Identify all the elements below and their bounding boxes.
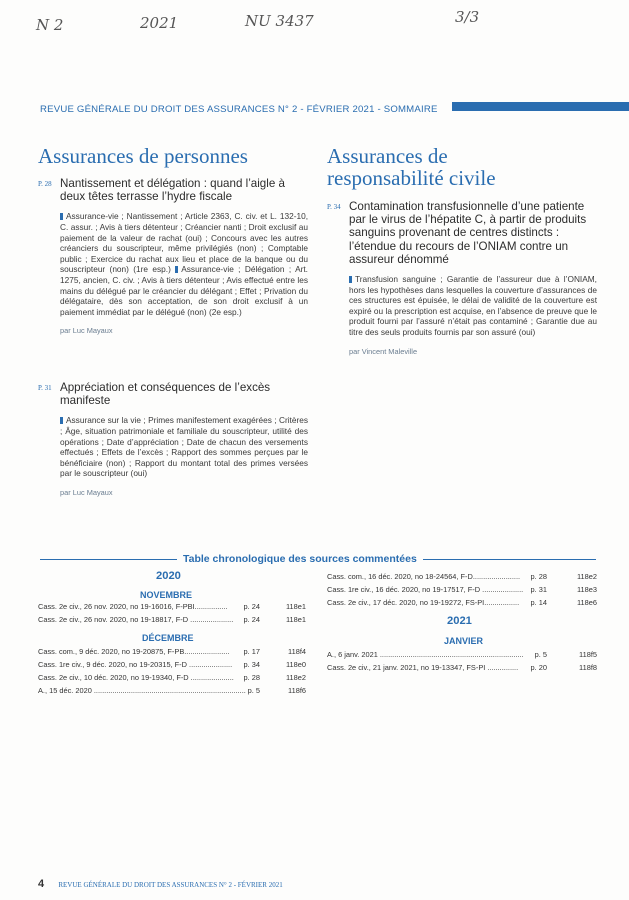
- row-source: Cass. 2e civ., 26 nov. 2020, no 19-18817, F-D .....................: [38, 615, 234, 624]
- handwritten-note-right: 3/3: [455, 8, 480, 26]
- article-keywords: Assurance sur la vie ; Primes manifestement exagérées ; Critères ; Âge, situation patrimoniale et familiale du souscripteur, utilité des opérations ; Date d’appréciation ; Date de chacun des versements effectués ; Effets de l’excès ; Rapport des sommes perçues par le bénéficiaire (non) ; Rapport du montant total des primes versées par le souscripteur (oui): [60, 415, 308, 479]
- section-title-responsabilite: [327, 145, 496, 189]
- row-page: p. 28: [530, 572, 547, 581]
- row-source: Cass. 2e civ., 26 nov. 2020, no 19-16016, F-PBI................: [38, 602, 228, 611]
- handwritten-note-left: N 2: [36, 16, 64, 34]
- row-ref: 118e1: [285, 602, 306, 611]
- row-ref: 118e0: [285, 660, 306, 669]
- article-keywords: Transfusion sanguine ; Garantie de l’assureur due à l’ONIAM, hors les hypothèses dans lesquelles la couverture d’assurances de ces structures est épuisée, le délai de validité de la couverture est expiré ou la prescription est acquise, en l’absence de preuve que le produit fourni par l’assuré n’était pas contaminé ; Garantie due au titre des seuls produits fournis par son assuré (oui): [349, 274, 597, 337]
- article-author: par Vincent Maleville: [349, 346, 418, 356]
- article-headline: Appréciation et conséquences de l’excès manifeste: [60, 381, 271, 408]
- row-ref: 118f4: [288, 647, 306, 656]
- row-page: p. 5: [247, 686, 260, 695]
- year-2021: 2021: [447, 615, 472, 627]
- row-source: Cass. 1re civ., 9 déc. 2020, no 19-20315, F-D .....................: [38, 660, 233, 669]
- header-bar: [452, 102, 629, 111]
- section-title-personnes: Assurances de personnes: [38, 144, 248, 168]
- article-author: par Luc Mayaux: [60, 326, 113, 336]
- row-page: p. 24: [243, 602, 260, 611]
- handwritten-note-code: NU 3437: [245, 12, 314, 30]
- row-page: p. 28: [243, 673, 260, 682]
- article-author: par Luc Mayaux: [60, 487, 113, 497]
- row-ref: 118e2: [576, 572, 597, 581]
- footer: [38, 878, 283, 890]
- row-source: Cass. 2e civ., 17 déc. 2020, no 19-19272, FS-PI.................: [327, 598, 520, 607]
- article-headline: Contamination transfusionnelle d’une patiente par le virus de l’hépatite C, à partir de produits sanguins provenant de centres distincts : l’étendue du recours de l’ONIAM contre un assureur dénommé: [349, 200, 587, 266]
- footer-text: REVUE GÉNÉRALE DU DROIT DES ASSURANCES N° 2 - FÉVRIER 2021: [58, 881, 283, 889]
- section-title-line1: Assurances de: [327, 144, 448, 168]
- row-source: Cass. com., 9 déc. 2020, no 19-20875, F-PB......................: [38, 647, 230, 656]
- article-page: P. 34: [327, 203, 341, 211]
- section-title-line2: responsabilité civile: [327, 166, 496, 190]
- page-number: 4: [38, 878, 45, 890]
- table-title: Table chronologique des sources commentées: [177, 553, 423, 565]
- table-heading: [40, 553, 596, 565]
- row-source: Cass. 2e civ., 21 janv. 2021, no 19-13347, FS-PI ...............: [327, 663, 519, 672]
- row-ref: 118e6: [576, 598, 597, 607]
- article-page: P. 31: [38, 384, 52, 392]
- article-body: [349, 274, 597, 338]
- bullet-square-icon: [175, 266, 178, 273]
- bullet-square-icon: [349, 276, 352, 283]
- article-p28: [38, 177, 308, 335]
- row-ref: 118e1: [285, 615, 306, 624]
- row-source: A., 15 déc. 2020 ..........................................................................: [38, 686, 246, 695]
- row-ref: 118f8: [579, 663, 597, 672]
- row-page: p. 5: [534, 650, 547, 659]
- row-source: Cass. com., 16 déc. 2020, no 18-24564, F-D.......................: [327, 572, 521, 581]
- article-p31: [38, 381, 308, 497]
- row-page: p. 17: [243, 647, 260, 656]
- article-page: P. 28: [38, 180, 52, 188]
- row-ref: 118f6: [288, 686, 306, 695]
- row-source: Cass. 2e civ., 10 déc. 2020, no 19-19340, F-D .....................: [38, 673, 234, 682]
- article-body: [60, 211, 308, 317]
- bullet-square-icon: [60, 417, 63, 424]
- row-page: p. 20: [530, 663, 547, 672]
- row-source: Cass. 1re civ., 16 déc. 2020, no 19-17517, F-D ....................: [327, 585, 524, 594]
- year-2020: 2020: [156, 570, 181, 582]
- row-page: p. 31: [530, 585, 547, 594]
- month-novembre: NOVEMBRE: [140, 590, 193, 600]
- article-body: [60, 415, 308, 479]
- row-page: p. 24: [243, 615, 260, 624]
- header: [40, 99, 600, 113]
- article-p34: [327, 200, 597, 356]
- row-ref: 118f5: [579, 650, 597, 659]
- month-janvier: JANVIER: [444, 636, 484, 646]
- bullet-square-icon: [60, 213, 63, 220]
- row-page: p. 34: [243, 660, 260, 669]
- article-headline: Nantissement et délégation : quand l’aigle à deux têtes terrasse l’hydre fiscale: [60, 177, 285, 204]
- row-ref: 118e3: [576, 585, 597, 594]
- handwritten-note-year: 2021: [140, 14, 179, 32]
- article-keywords-2: Assurance-vie ; Délégation ; Art. 1275, ancien, C. civ. ; Avis à tiers détenteur ; Avis effectué entre les mains du délégué par le créancier du délégant ; Effet ; Privation du délégataire, dès son acceptation, de son droit exclusif à un paiement immédiat par le délégué (non) (2e esp.): [60, 264, 308, 317]
- article-keywords: Assurance-vie ; Nantissement ; Article 2363, C. civ. et L. 132-10, C. assur. ; Avis à tiers détenteur ; Créancier nanti ; Droit exclusif au paiement de la valeur de rachat (oui) ; Concours avec les autres créanciers du souscripteur, même privilégiés (non) ; Comptable public ; Exercice du rachat aux lieu et place de la banque ou du souscripteur (non) (1re esp.): [60, 211, 308, 275]
- row-page: p. 14: [530, 598, 547, 607]
- row-source: A., 6 janv. 2021 ......................................................................: [327, 650, 524, 659]
- header-title: REVUE GÉNÉRALE DU DROIT DES ASSURANCES N° 2 - FÉVRIER 2021 - SOMMAIRE: [40, 104, 438, 115]
- month-decembre: DÉCEMBRE: [142, 633, 194, 643]
- row-ref: 118e2: [285, 673, 306, 682]
